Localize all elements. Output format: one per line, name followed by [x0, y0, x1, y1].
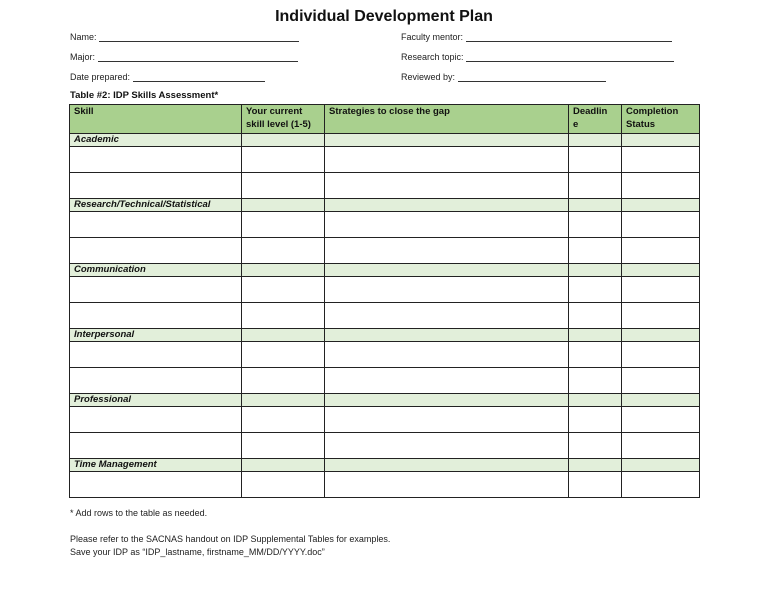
- reviewed-by-field: [401, 72, 606, 82]
- skill-cell[interactable]: [70, 173, 242, 199]
- strategies-cell[interactable]: [325, 303, 569, 329]
- skill-cell[interactable]: [70, 303, 242, 329]
- status-cell[interactable]: [622, 368, 700, 394]
- table-row: [70, 342, 700, 368]
- faculty-mentor-input-line[interactable]: [466, 32, 672, 42]
- skill-cell[interactable]: [70, 238, 242, 264]
- status-cell[interactable]: [622, 277, 700, 303]
- skill-level-cell[interactable]: [242, 277, 325, 303]
- date-prepared-field: [70, 72, 265, 82]
- skill-level-cell[interactable]: [242, 147, 325, 173]
- status-cell[interactable]: [622, 433, 700, 459]
- deadline-cell[interactable]: [569, 147, 622, 173]
- table-row: [70, 238, 700, 264]
- name-input-line[interactable]: [99, 32, 299, 42]
- skill-cell[interactable]: [70, 472, 242, 498]
- strategies-cell[interactable]: [325, 342, 569, 368]
- reviewed-by-label: Reviewed by:: [401, 72, 456, 82]
- strategies-cell[interactable]: [325, 472, 569, 498]
- table-footnote: * Add rows to the table as needed.: [70, 508, 208, 518]
- header-deadline-line1: Deadlin: [573, 106, 608, 117]
- table-row: [70, 277, 700, 303]
- category-row-academic: [70, 134, 700, 147]
- strategies-cell[interactable]: [325, 433, 569, 459]
- table-row: [70, 173, 700, 199]
- deadline-cell[interactable]: [569, 238, 622, 264]
- major-label: Major:: [70, 52, 96, 62]
- table-row: [70, 368, 700, 394]
- category-label: Professional: [70, 394, 242, 407]
- status-cell[interactable]: [622, 303, 700, 329]
- deadline-cell[interactable]: [569, 472, 622, 498]
- deadline-cell[interactable]: [569, 342, 622, 368]
- skill-cell[interactable]: [70, 407, 242, 433]
- strategies-cell[interactable]: [325, 147, 569, 173]
- skill-level-cell[interactable]: [242, 472, 325, 498]
- skills-assessment-table: [69, 104, 700, 498]
- skill-level-cell[interactable]: [242, 407, 325, 433]
- research-topic-label: Research topic:: [401, 52, 464, 62]
- category-row-communication: [70, 264, 700, 277]
- skill-level-cell[interactable]: [242, 342, 325, 368]
- document-title: Individual Development Plan: [275, 8, 493, 25]
- header-skill-level: [242, 105, 325, 134]
- header-completion-status: [622, 105, 700, 134]
- faculty-mentor-label: Faculty mentor:: [401, 32, 464, 42]
- deadline-cell[interactable]: [569, 303, 622, 329]
- status-cell[interactable]: [622, 238, 700, 264]
- skill-cell[interactable]: [70, 368, 242, 394]
- category-label: Interpersonal: [70, 329, 242, 342]
- deadline-cell[interactable]: [569, 212, 622, 238]
- table-row: [70, 407, 700, 433]
- header-skill-level-line2: skill level (1-5): [246, 119, 311, 130]
- skill-level-cell[interactable]: [242, 173, 325, 199]
- major-field: [70, 52, 298, 62]
- deadline-cell[interactable]: [569, 368, 622, 394]
- status-cell[interactable]: [622, 173, 700, 199]
- header-status-line2: Status: [626, 119, 656, 130]
- category-row-interpersonal: [70, 329, 700, 342]
- header-strategies: Strategies to close the gap: [325, 105, 569, 134]
- strategies-cell[interactable]: [325, 368, 569, 394]
- status-cell[interactable]: [622, 342, 700, 368]
- status-cell[interactable]: [622, 147, 700, 173]
- header-skill: Skill: [70, 105, 242, 134]
- deadline-cell[interactable]: [569, 433, 622, 459]
- deadline-cell[interactable]: [569, 407, 622, 433]
- deadline-cell[interactable]: [569, 173, 622, 199]
- strategies-cell[interactable]: [325, 238, 569, 264]
- category-label: Research/Technical/Statistical: [70, 199, 242, 212]
- header-deadline: [569, 105, 622, 134]
- instruction-line: Save your IDP as “IDP_lastname, firstname_MM/DD/YYYY.doc”: [70, 547, 325, 557]
- strategies-cell[interactable]: [325, 277, 569, 303]
- status-cell[interactable]: [622, 472, 700, 498]
- table-row: [70, 212, 700, 238]
- category-label: Time Management: [70, 459, 242, 472]
- major-input-line[interactable]: [98, 52, 298, 62]
- date-prepared-input-line[interactable]: [133, 72, 265, 82]
- status-cell[interactable]: [622, 212, 700, 238]
- category-row-time-management: [70, 459, 700, 472]
- date-prepared-label: Date prepared:: [70, 72, 131, 82]
- name-field: [70, 32, 299, 42]
- table-row: [70, 147, 700, 173]
- category-label: Communication: [70, 264, 242, 277]
- faculty-mentor-field: [401, 32, 672, 42]
- research-topic-input-line[interactable]: [466, 52, 674, 62]
- research-topic-field: [401, 52, 674, 62]
- table-header-row: [70, 105, 700, 134]
- skill-cell[interactable]: [70, 212, 242, 238]
- instruction-line: Please refer to the SACNAS handout on IDP Supplemental Tables for examples.: [70, 534, 391, 544]
- table-row: [70, 303, 700, 329]
- header-skill-level-line1: Your current: [246, 106, 303, 117]
- skill-cell[interactable]: [70, 277, 242, 303]
- category-row-research: [70, 199, 700, 212]
- skill-cell[interactable]: [70, 147, 242, 173]
- reviewed-by-input-line[interactable]: [458, 72, 606, 82]
- skill-cell[interactable]: [70, 342, 242, 368]
- strategies-cell[interactable]: [325, 212, 569, 238]
- status-cell[interactable]: [622, 407, 700, 433]
- table-row: [70, 433, 700, 459]
- strategies-cell[interactable]: [325, 173, 569, 199]
- name-label: Name:: [70, 32, 97, 42]
- strategies-cell[interactable]: [325, 407, 569, 433]
- table-caption: Table #2: IDP Skills Assessment*: [70, 90, 219, 101]
- skill-level-cell[interactable]: [242, 238, 325, 264]
- skill-level-cell[interactable]: [242, 433, 325, 459]
- category-label: Academic: [70, 134, 242, 147]
- header-status-line1: Completion: [626, 106, 679, 117]
- skill-level-cell[interactable]: [242, 303, 325, 329]
- skill-level-cell[interactable]: [242, 212, 325, 238]
- skill-level-cell[interactable]: [242, 368, 325, 394]
- category-row-professional: [70, 394, 700, 407]
- deadline-cell[interactable]: [569, 277, 622, 303]
- header-deadline-line2: e: [573, 119, 579, 130]
- skill-cell[interactable]: [70, 433, 242, 459]
- table-row: [70, 472, 700, 498]
